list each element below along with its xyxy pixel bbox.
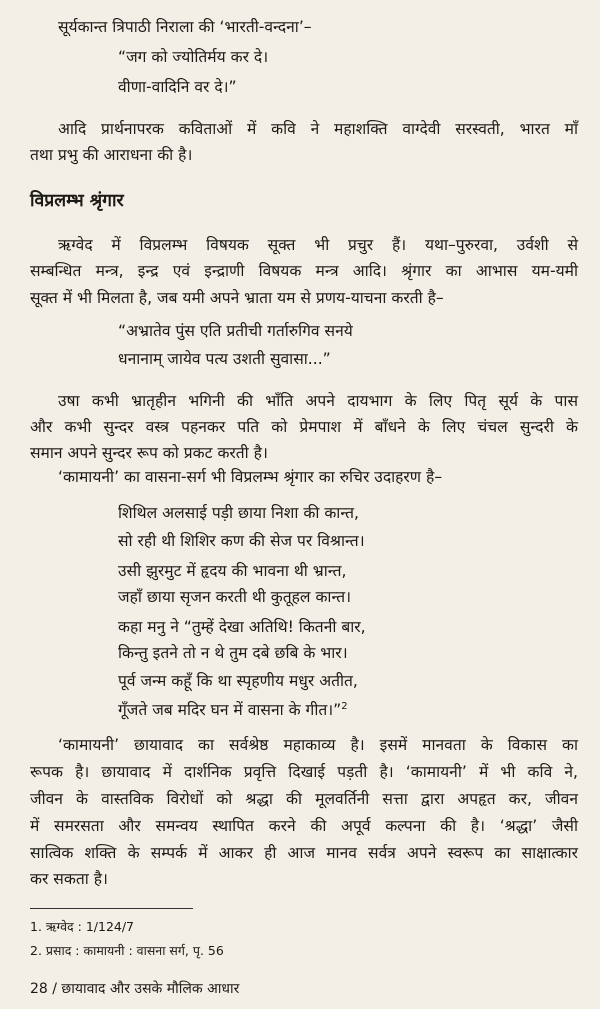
paragraph-line: और कभी सुन्दर वस्त्र पहनकर पति को प्रेमपाश में बाँधने के लिए चंचल सुन्दरी के [30,418,578,436]
paragraph-line: समान अपने सुन्दर रूप को प्रकट करती है। [30,444,268,462]
paragraph-line: ‘कामायनी’ छायावाद का सर्वश्रेष्ठ महाकाव्य है। इसमें मानवता के विकास का [58,736,578,754]
paragraph-line: उषा कभी भ्रातृहीन भगिनी की भाँति अपने दायभाग के लिए पितृ सूर्य के पास [58,392,578,410]
poem-line [118,696,348,721]
quote-line: वीणा-वादिनि वर दे।” [118,78,237,96]
paragraph-line: रूपक है। छायावाद में दार्शनिक प्रवृत्ति दिखाई पड़ती है। ‘कामायनी’ में भी कवि ने, [30,763,578,781]
section-heading: विप्रलम्भ श्रृंगार [30,191,124,211]
footnote: 1. ऋग्वेद : 1/124/7 [30,919,135,934]
footnote: 2. प्रसाद : कामायनी : वासना सर्ग, पृ. 56 [30,943,224,958]
poem-line-text: गूँजते जब मदिर घन में वासना के गीत।” [118,701,342,720]
page-footer: 28 / छायावाद और उसके मौलिक आधार [30,981,240,997]
paragraph-line: ‘कामायनी’ का वासना-सर्ग भी विप्रलम्भ श्रृंगार का रुचिर उदाहरण है– [58,468,443,486]
poem-line: जहाँ छाया सृजन करती थी कुतूहल कान्त। [118,588,352,606]
poem-line: उसी झुरमुट में हृदय की भावना थी भ्रान्त, [118,562,347,580]
paragraph-line: कर सकता है। [30,870,108,888]
poem-line: कहा मनु ने “तुम्हें देखा अतिथि! कितनी बार, [118,618,366,636]
intro-line: सूर्यकान्त त्रिपाठी निराला की ‘भारती-वन्दना’– [58,18,312,36]
poem-line: किन्तु इतने तो न थे तुम दबे छबि के भार। [118,644,348,662]
footnote-marker: 2 [341,701,348,712]
footnote-divider [30,908,193,909]
paragraph-line: सम्बन्धित मन्त्र, इन्द्र एवं इन्द्राणी विषयक मन्त्र आदि। श्रृंगार का आभास यम-यमी [30,262,578,280]
sanskrit-quote-line: “अभ्रातेव पुंस एति प्रतीची गर्तारुगिव सनये [118,322,353,340]
poem-line: शिथिल अलसाई पड़ी छाया निशा की कान्त, [118,504,359,522]
sanskrit-quote-line: धनानाम् जायेव पत्य उशती सुवासा...” [118,350,331,368]
poem-line: सो रही थी शिशिर कण की सेज पर विश्रान्त। [118,532,365,550]
paragraph-line: ऋग्वेद में विप्रलम्भ विषयक सूक्त भी प्रचुर हैं। यथा–पुरुरवा, उर्वशी से [58,236,578,254]
quote-line: “जग को ज्योतिर्मय कर दे। [118,48,269,66]
paragraph-line: तथा प्रभु की आराधना की है। [30,146,193,164]
paragraph-line: जीवन के वास्तविक विरोधों को श्रद्धा की मूलवर्तिनी सत्ता द्वारा अपहृत कर, जीवन [30,790,578,808]
paragraph-line: आदि प्रार्थनापरक कविताओं में कवि ने महाशक्ति वाग्देवी सरस्वती, भारत माँ [58,120,578,138]
paragraph-line: सूक्त में भी मिलता है, जब यमी अपने भ्राता यम से प्रणय-याचना करती है– [30,289,444,307]
poem-line: पूर्व जन्म कहूँ कि था स्पृहणीय मधुर अतीत, [118,672,358,690]
paragraph-line: सात्विक शक्ति के सम्पर्क में आकर ही आज मानव सर्वत्र अपने स्वरूप का साक्षात्कार [30,844,578,862]
paragraph-line: में समरसता और समन्वय स्थापित करने की अपूर्व कल्पना की है। ‘श्रद्धा’ जैसी [30,817,578,835]
